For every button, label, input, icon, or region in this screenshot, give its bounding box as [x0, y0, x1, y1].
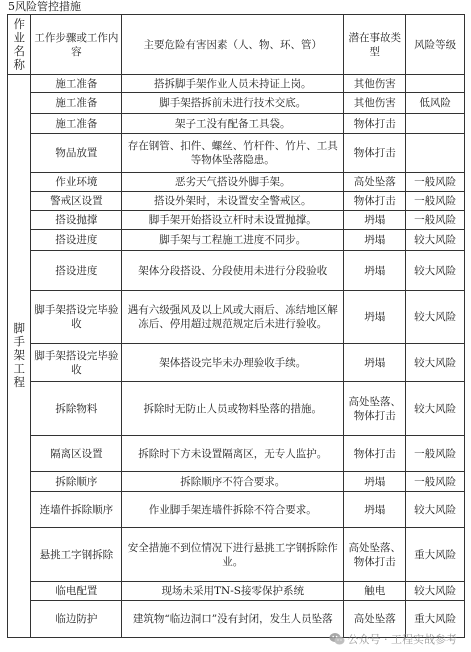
step-cell: 临边防护	[31, 601, 122, 638]
table-row	[8, 211, 465, 230]
table-row	[8, 75, 465, 93]
step-cell: 物品放置	[31, 134, 122, 173]
header-row	[8, 15, 465, 75]
step-cell: 拆除顺序	[31, 472, 122, 492]
level-cell: 低风险	[406, 93, 465, 114]
table-row	[8, 93, 465, 114]
header-category: 作业名称	[8, 15, 31, 75]
event-cell: 物体打击	[344, 436, 406, 472]
step-cell: 施工准备	[31, 93, 122, 114]
event-cell: 坍塌	[344, 291, 406, 344]
step-cell: 悬挑工字钢拆除	[31, 528, 122, 582]
table-row	[8, 382, 465, 436]
risk-control-table	[7, 14, 465, 638]
level-cell: 较大风险	[406, 291, 465, 344]
table-row	[8, 114, 465, 134]
factor-cell: 作业脚手架连墙件拆除不符合要求。	[122, 492, 344, 528]
level-cell: 较大风险	[406, 230, 465, 251]
table-row	[8, 134, 465, 173]
step-cell: 搭设进度	[31, 251, 122, 291]
step-cell: 搭设抛撑	[31, 211, 122, 230]
step-cell: 施工准备	[31, 75, 122, 93]
step-cell: 警戒区设置	[31, 192, 122, 211]
table-row	[8, 344, 465, 382]
factor-cell: 搭设外架时，未设置安全警戒区。	[122, 192, 344, 211]
factor-cell: 脚手架开始搭设立杆时未设置抛撑。	[122, 211, 344, 230]
level-cell	[406, 134, 465, 173]
table-row	[8, 173, 465, 192]
step-cell: 搭设进度	[31, 230, 122, 251]
factor-cell: 现场未采用TN-S接零保护系统	[122, 582, 344, 601]
level-cell: 较大风险	[406, 582, 465, 601]
event-cell: 其他伤害	[344, 75, 406, 93]
factor-cell: 架体分段搭设、分段使用未进行分段验收	[122, 251, 344, 291]
level-cell: 一般风险	[406, 211, 465, 230]
event-cell: 坍塌	[344, 251, 406, 291]
header-step: 工作步骤或工作内容	[31, 15, 122, 75]
step-cell: 作业环境	[31, 173, 122, 192]
event-cell: 坍塌	[344, 344, 406, 382]
factor-cell: 拆除时下方未设置隔离区，无专人监护。	[122, 436, 344, 472]
factor-cell: 恶劣天气搭设外脚手架。	[122, 173, 344, 192]
level-cell: 较大风险	[406, 251, 465, 291]
table-row	[8, 528, 465, 582]
level-cell	[406, 114, 465, 134]
step-cell: 脚手架搭设完毕验收	[31, 344, 122, 382]
level-cell: 重大风险	[406, 528, 465, 582]
wechat-icon	[329, 632, 345, 646]
factor-cell: 脚手架搭拆前未进行技术交底。	[122, 93, 344, 114]
event-cell: 坍塌	[344, 492, 406, 528]
table-row	[8, 582, 465, 601]
table-row	[8, 492, 465, 528]
event-cell: 高处坠落、物体打击	[344, 382, 406, 436]
table-row	[8, 251, 465, 291]
factor-cell: 架体搭设完毕未办理验收手续。	[122, 344, 344, 382]
table-row	[8, 436, 465, 472]
event-cell: 其他伤害	[344, 93, 406, 114]
factor-cell: 架子工没有配备工具袋。	[122, 114, 344, 134]
level-cell: 一般风险	[406, 472, 465, 492]
event-cell: 坍塌	[344, 472, 406, 492]
header-event: 潜在事故类型	[344, 15, 406, 75]
event-cell: 触电	[344, 582, 406, 601]
page-title: 5风险管控措施	[8, 0, 81, 13]
factor-cell: 建筑物“临边洞口”没有封闭，发生人员坠落	[122, 601, 344, 638]
factor-cell: 拆除顺序不符合要求。	[122, 472, 344, 492]
level-cell	[406, 75, 465, 93]
step-cell: 隔离区设置	[31, 436, 122, 472]
table-row	[8, 472, 465, 492]
event-cell: 坍塌	[344, 230, 406, 251]
watermark	[329, 629, 458, 649]
step-cell: 脚手架搭设完毕验收	[31, 291, 122, 344]
event-cell: 坍塌	[344, 211, 406, 230]
header-level: 风险等级	[406, 15, 465, 75]
factor-cell: 搭拆脚手架作业人员未持证上岗。	[122, 75, 344, 93]
step-cell: 连墙件拆除顺序	[31, 492, 122, 528]
table-row	[8, 230, 465, 251]
header-factor: 主要危险有害因素（人、物、环、管）	[122, 15, 344, 75]
step-cell: 临电配置	[31, 582, 122, 601]
event-cell: 高处坠落、物体打击	[344, 528, 406, 582]
event-cell: 物体打击	[344, 134, 406, 173]
factor-cell: 存在钢管、扣件、螺丝、竹杆件、竹片、工具等物体坠落隐患。	[122, 134, 344, 173]
level-cell: 一般风险	[406, 173, 465, 192]
event-cell: 高处坠落	[344, 173, 406, 192]
factor-cell: 安全措施不到位情况下进行悬挑工字钢拆除作业。	[122, 528, 344, 582]
factor-cell: 拆除时无防止人员或物料坠落的措施。	[122, 382, 344, 436]
table-row	[8, 192, 465, 211]
watermark-text: 公众号 · 工程实战参考	[347, 633, 457, 646]
level-cell: 一般风险	[406, 192, 465, 211]
level-cell: 较大风险	[406, 344, 465, 382]
level-cell: 较大风险	[406, 492, 465, 528]
step-cell: 施工准备	[31, 114, 122, 134]
step-cell: 拆除物料	[31, 382, 122, 436]
event-cell: 高处坠落	[344, 601, 406, 638]
level-cell: 一般风险	[406, 436, 465, 472]
event-cell: 物体打击	[344, 192, 406, 211]
level-cell: 重大风险	[406, 601, 465, 638]
table-row	[8, 291, 465, 344]
category-cell: 脚手架工程	[8, 75, 31, 638]
factor-cell: 脚手架与工程施工进度不同步。	[122, 230, 344, 251]
event-cell: 物体打击	[344, 114, 406, 134]
factor-cell: 遇有六级强风及以上风或大雨后、冻结地区解冻后、停用超过规范规定后未进行验收。	[122, 291, 344, 344]
level-cell: 较大风险	[406, 382, 465, 436]
